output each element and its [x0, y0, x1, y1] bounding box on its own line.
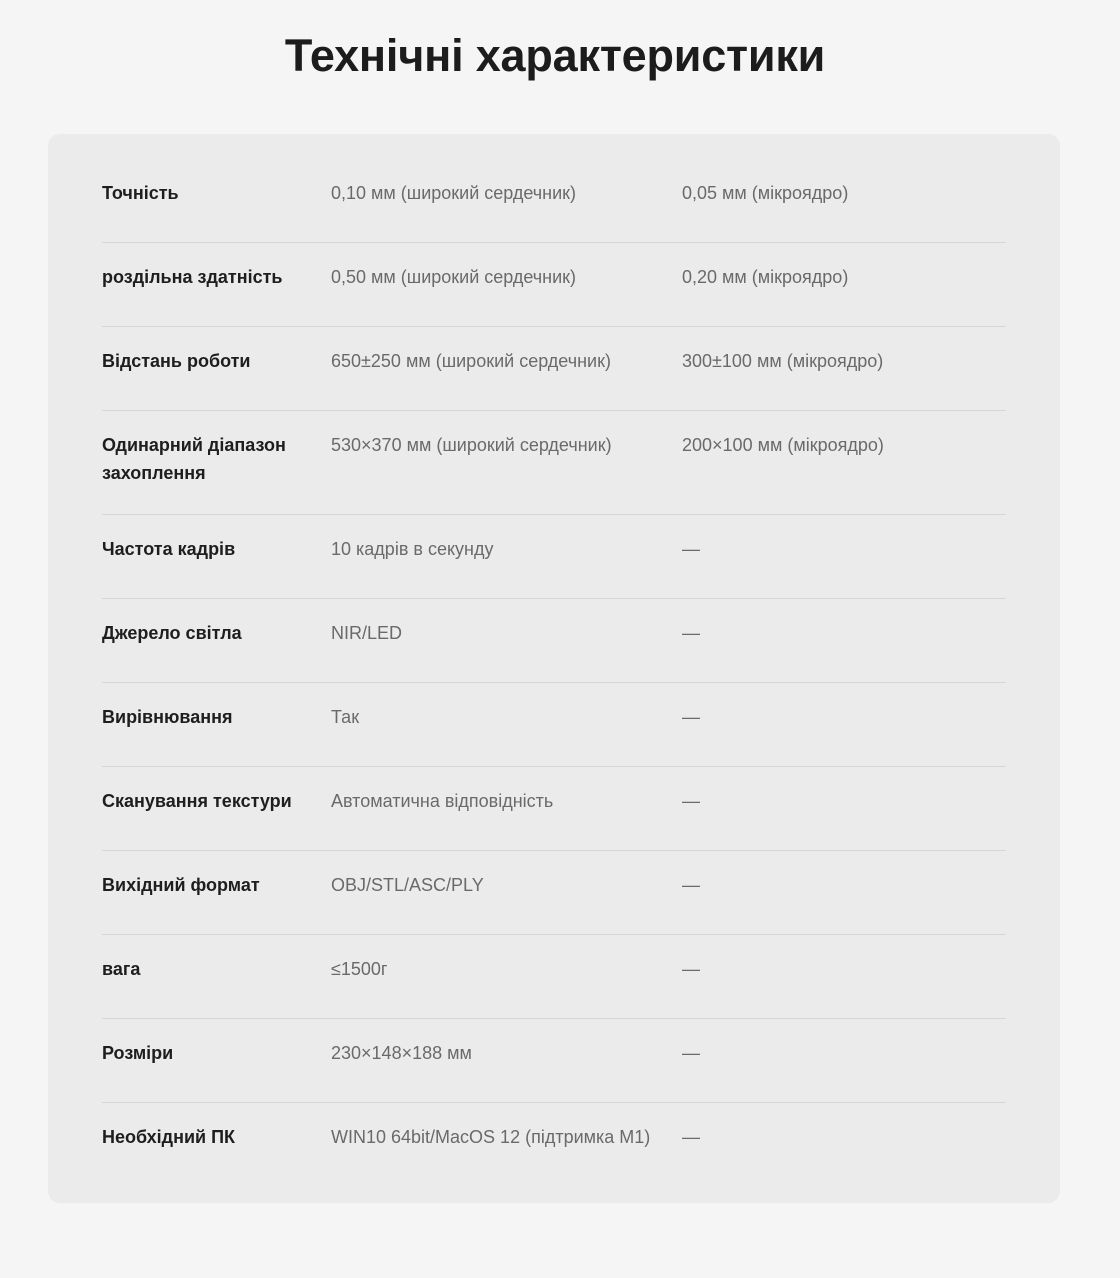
spec-value-primary: 530×370 мм (широкий сердечник) — [331, 435, 612, 455]
table-row — [102, 683, 1006, 767]
spec-name: Вирівнювання — [102, 707, 233, 727]
spec-value-secondary: 300±100 мм (мікроядро) — [682, 351, 884, 371]
table-row — [102, 935, 1006, 1019]
spec-value-secondary: — — [682, 959, 700, 979]
spec-value-primary: 0,50 мм (широкий сердечник) — [331, 267, 577, 287]
table-row — [102, 599, 1006, 683]
table-row — [102, 327, 1006, 411]
spec-name: Необхідний ПК — [102, 1127, 236, 1147]
spec-value-primary: 0,10 мм (широкий сердечник) — [331, 183, 577, 203]
table-row — [102, 411, 1006, 515]
page-title: Технічні характеристики — [284, 30, 826, 81]
table-row — [102, 1103, 1006, 1187]
spec-value-primary: NIR/LED — [331, 623, 403, 643]
spec-value-secondary: — — [682, 539, 700, 559]
spec-card — [48, 134, 1060, 1203]
spec-value-primary: WIN10 64bit/MacOS 12 (підтримка M1) — [331, 1127, 651, 1147]
spec-value-secondary: — — [682, 1043, 700, 1063]
spec-value-primary: 650±250 мм (широкий сердечник) — [331, 351, 611, 371]
table-row — [102, 1019, 1006, 1103]
spec-name: Одинарний діапазон захоплення — [102, 435, 286, 483]
spec-name: Частота кадрів — [102, 539, 236, 559]
spec-value-secondary: 0,05 мм (мікроядро) — [682, 183, 849, 203]
spec-name: Сканування текстури — [102, 791, 292, 811]
spec-name: роздільна здатність — [102, 267, 283, 287]
spec-value-primary: ≤1500г — [331, 959, 388, 979]
spec-value-secondary: — — [682, 1127, 700, 1147]
spec-value-secondary: — — [682, 707, 700, 727]
table-row — [102, 159, 1006, 243]
spec-name: Відстань роботи — [102, 351, 251, 371]
spec-value-secondary: — — [682, 791, 700, 811]
table-row — [102, 243, 1006, 327]
spec-value-secondary: — — [682, 875, 700, 895]
spec-value-secondary: — — [682, 623, 700, 643]
spec-value-primary: 230×148×188 мм — [331, 1043, 472, 1063]
spec-name: Джерело світла — [102, 623, 242, 643]
spec-name: Вихідний формат — [102, 875, 260, 895]
spec-value-primary: Автоматична відповідність — [331, 791, 554, 811]
table-row — [102, 767, 1006, 851]
table-row — [102, 851, 1006, 935]
spec-value-primary: 10 кадрів в секунду — [331, 539, 494, 559]
spec-value-primary: Так — [331, 707, 360, 727]
spec-value-secondary: 200×100 мм (мікроядро) — [682, 435, 884, 455]
spec-table — [102, 159, 1006, 1186]
spec-name: Розміри — [102, 1043, 174, 1063]
spec-value-secondary: 0,20 мм (мікроядро) — [682, 267, 849, 287]
spec-name: вага — [102, 959, 141, 979]
spec-name: Точність — [102, 183, 179, 203]
table-row — [102, 515, 1006, 599]
spec-value-primary: OBJ/STL/ASC/PLY — [331, 875, 484, 895]
